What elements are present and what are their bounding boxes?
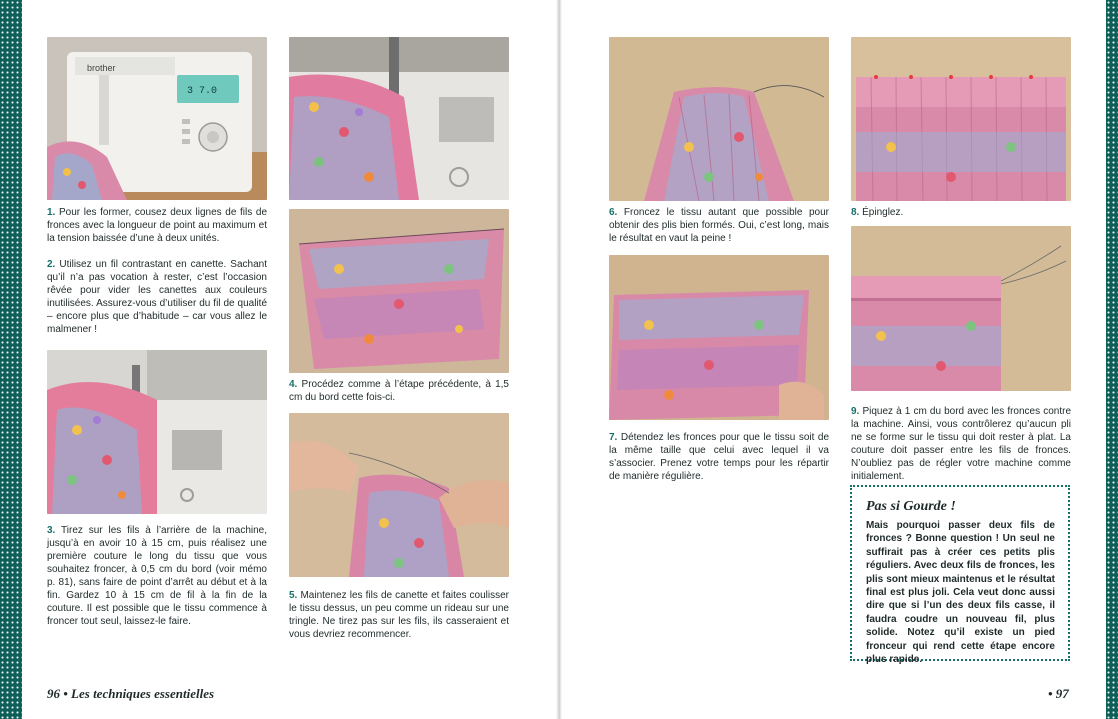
tip-box <box>850 485 1070 666</box>
left-dotted-border <box>0 0 22 719</box>
machine-brand-label: brother <box>87 63 116 73</box>
step-text: Froncez le tissu autant que possible pour obtenir des plis bien formés. Oui, c’est long, mais le résultat en vaut la peine ! <box>609 207 829 244</box>
photo-gathered-fabric <box>609 37 829 201</box>
step-6-caption <box>609 206 829 245</box>
step-text: Utilisez un fil contrastant en canette. Sachant qu’il n’a pas vocation à rester, c’est l’occasion rêvée pour vider les canettes aux couleurs inutilisées. Assurez-vous d’utiliser du fil de qualité – encore plus que d’habitude – car vous allez le malmener ! <box>47 259 267 335</box>
step-8-caption <box>851 206 1071 219</box>
photo-first-seam <box>47 350 267 514</box>
photo-sewing-foot <box>289 37 509 200</box>
right-dotted-border <box>1106 0 1118 719</box>
step-number: 5. <box>289 590 298 601</box>
step-number: 4. <box>289 379 298 390</box>
left-page-footer: 96 • Les techniques essentielles <box>47 686 215 701</box>
machine-display-readout: 3 7.0 <box>187 86 218 97</box>
step-number: 1. <box>47 207 56 218</box>
step-9-caption <box>851 405 1071 483</box>
step-2-caption <box>47 258 267 336</box>
right-page-footer: • 97 <box>1048 686 1069 701</box>
step-number: 7. <box>609 432 618 443</box>
step-text: Épinglez. <box>862 207 904 218</box>
step-text: Maintenez les fils de canette et faites coulisser le tissu dessus, un peu comme un rideau sur une tringle. Ne tirez pas sur les fils, ils casseraient et vous devriez recommencer. <box>289 590 510 640</box>
step-7-caption <box>609 431 829 483</box>
step-number: 9. <box>851 406 860 417</box>
tip-title: Pas si Gourde ! <box>866 499 956 514</box>
step-3-caption <box>47 524 267 628</box>
photo-gathering-hands <box>289 413 509 577</box>
step-text: Détendez les fronces pour que le tissu soit de la même taille que celui avec lequel il va s’associer. Prenez votre temps pour les répartir de manière régulière. <box>609 432 830 482</box>
step-text: Pour les former, cousez deux lignes de fils de fronces avec la longueur de point au maximum et la tension baissée d’une à deux unités. <box>47 207 268 244</box>
photo-final-stitch <box>851 226 1071 391</box>
photo-sewing-machine <box>47 37 267 200</box>
step-text: Procédez comme à l’étape précédente, à 1,5 cm du bord cette fois-ci. <box>289 379 509 403</box>
step-5-caption <box>289 589 509 641</box>
book-gutter <box>556 0 562 719</box>
step-text: Tirez sur les fils à l’arrière de la machine, jusqu’à en avoir 10 à 15 cm, puis réalisez une première couture le long du tissu que vous souhaitez froncer, à 0,5 cm du bord (voir mémo p. 81), sans faire de point d’arrêt au début et à la fin. Gardez 10 à 15 cm de fil à la fin de la couture. Il est possible que le tissu commence à froncer tout seul, laissez-le faire. <box>47 525 267 627</box>
step-number: 8. <box>851 207 860 218</box>
tip-text: Mais pourquoi passer deux fils de fronces ? Bonne question ! Un seul ne suffirait pas à créer ces petits plis réguliers. Avec deux fils de fronces, les plis sont mieux maintenus et le résultat final est plus joli. Cela veut donc aussi dire que si l’un des deux fils casse, il faudra coudre un nouveau fil, plus solide. Notez qu’il existe un pied fronceur qui rend cette étape encore plus rapide. <box>866 520 1055 666</box>
step-number: 3. <box>47 525 56 536</box>
step-number: 2. <box>47 259 56 270</box>
step-1-caption <box>47 206 267 245</box>
photo-relaxed-gathers <box>609 255 829 420</box>
step-4-caption <box>289 378 509 404</box>
photo-pinned-fabric <box>851 37 1071 201</box>
step-text: Piquez à 1 cm du bord avec les fronces contre la machine. Ainsi, vous contrôlerez qu’aucun pli ne se forme sur le tissu qui doit rester à plat. La couture doit passer entre les fils de fronces. N’oubliez pas de régler votre machine comme initialement. <box>851 406 1071 482</box>
photo-second-seam <box>289 209 509 373</box>
step-number: 6. <box>609 207 618 218</box>
